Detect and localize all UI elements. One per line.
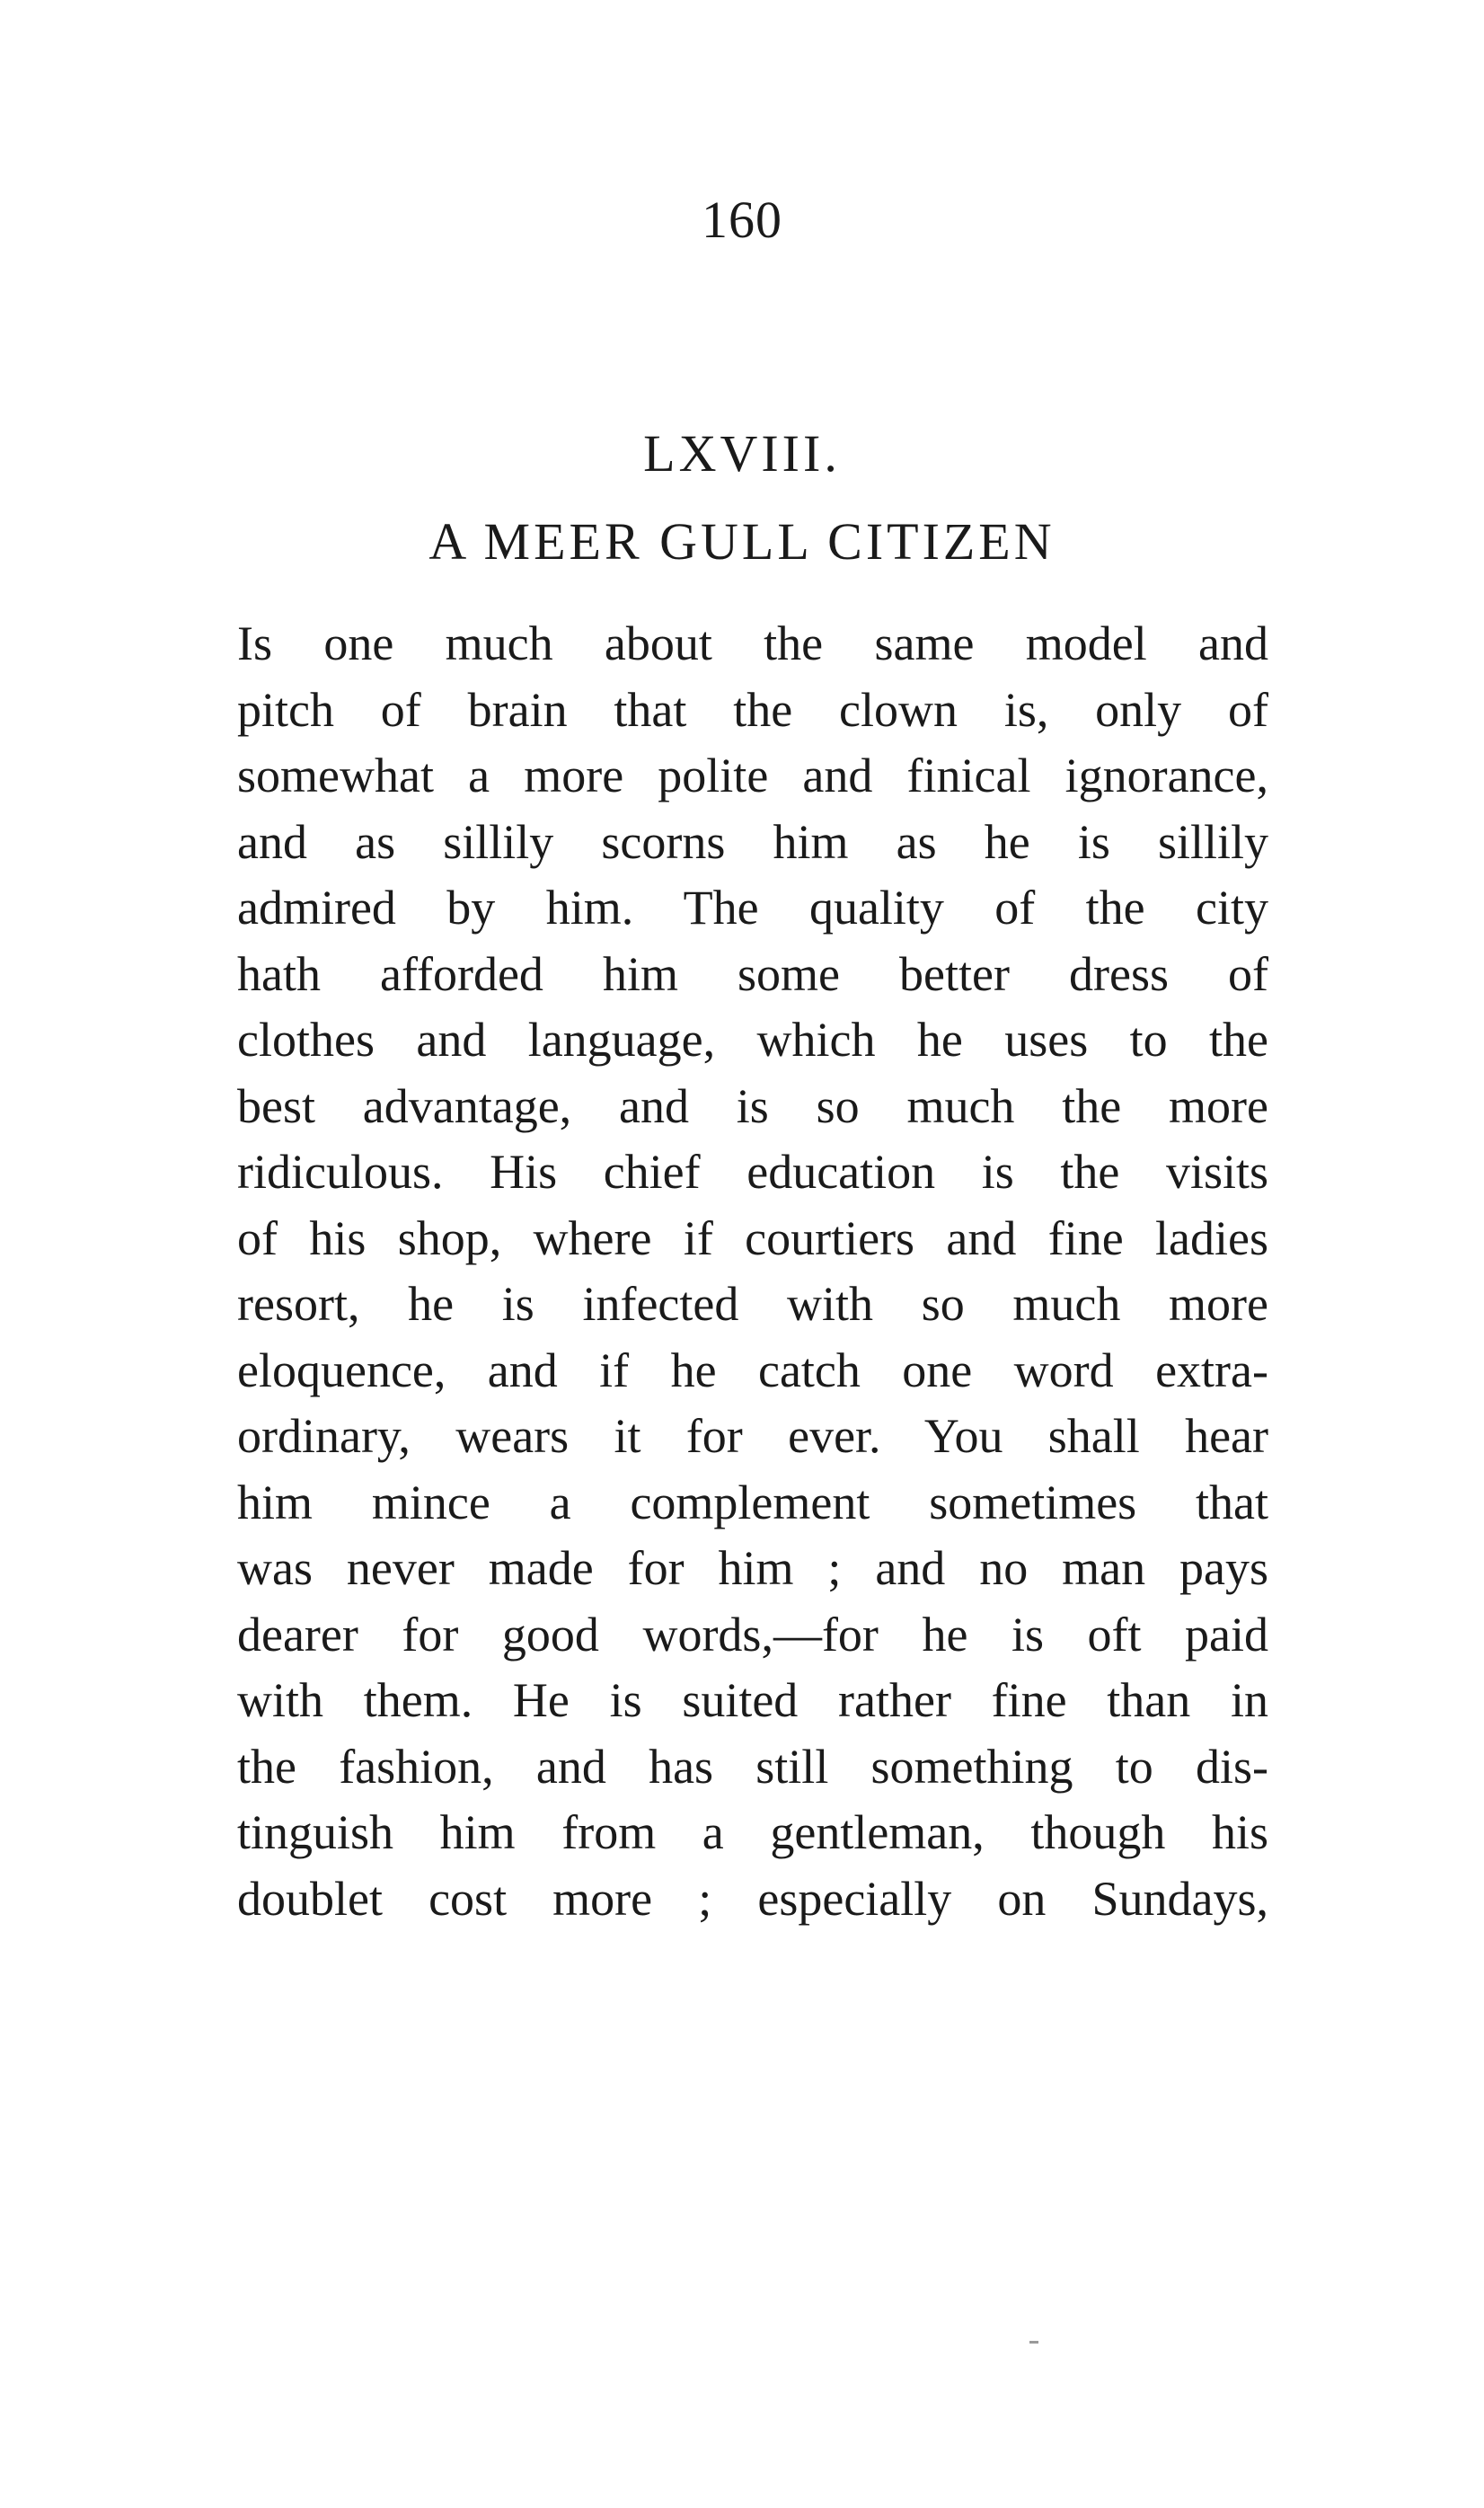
text-line: ordinary, wears it for ever. You shall hear	[237, 1409, 1268, 1463]
text-line: of his shop, where if courtiers and fine ladies	[237, 1210, 1268, 1265]
text-line: doublet cost more ; especially on Sundays,	[237, 1871, 1268, 1926]
text-line: somewhat a more polite and finical ignorance,	[237, 749, 1268, 802]
text-line: admired by him. The quality of the city	[237, 881, 1268, 935]
body-text	[237, 611, 1268, 1932]
text-line: eloquence, and if he catch one word extra-	[237, 1343, 1268, 1397]
text-line: Is one much about the same model and	[237, 616, 1268, 670]
text-line: dearer for good words,—for he is oft paid	[237, 1607, 1268, 1662]
printer-mark	[1029, 2341, 1038, 2344]
text-line: tinguish him from a gentleman, though his	[237, 1805, 1268, 1859]
text-line: hath afforded him some better dress of	[237, 946, 1268, 1001]
text-line: and as sillily scorns him as he is sillily	[237, 814, 1268, 869]
text-line: resort, he is infected with so much more	[237, 1277, 1268, 1331]
page-number: 160	[702, 191, 782, 249]
text-line: clothes and language, which he uses to the	[237, 1013, 1268, 1067]
text-line: him mince a complement sometimes that	[237, 1475, 1268, 1529]
text-line: best advantage, and is so much the more	[237, 1078, 1268, 1133]
text-line: the fashion, and has still something to dis-	[237, 1739, 1268, 1794]
chapter-number: LXVIII.	[643, 424, 841, 483]
text-line: with them. He is suited rather fine than in	[237, 1673, 1268, 1727]
text-line: was never made for him ; and no man pays	[237, 1541, 1268, 1595]
text-line: pitch of brain that the clown is, only of	[237, 682, 1268, 737]
chapter-title: A MEER GULL CITIZEN	[428, 512, 1056, 571]
text-line: ridiculous. His chief education is the visits	[237, 1145, 1268, 1199]
